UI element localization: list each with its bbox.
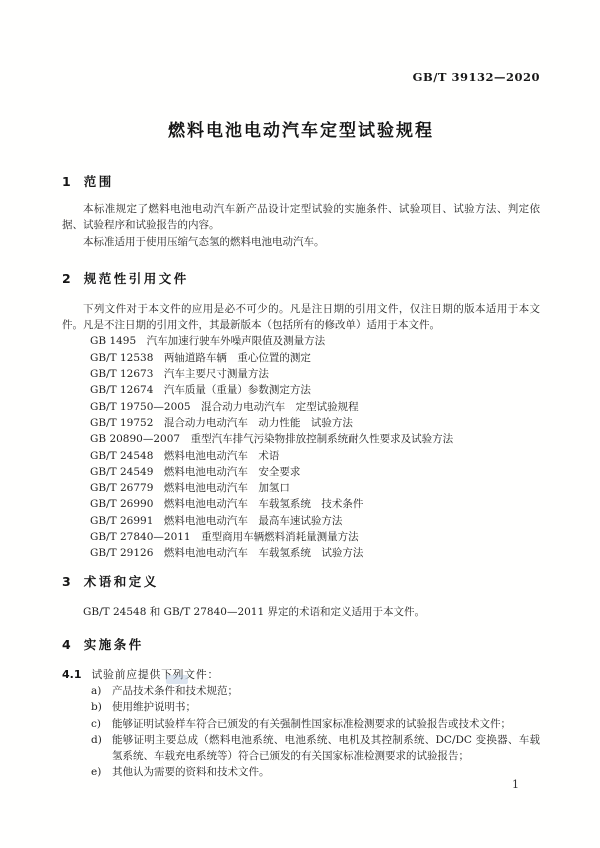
item-text: 其他认为需要的资料和技术文件。 [112,766,270,779]
section-3-heading [62,575,540,589]
list-item [62,732,540,765]
reference-item: GB/T 24548 燃料电池电动汽车 术语 [90,449,280,462]
section-2-heading [62,272,540,286]
reference-item: GB/T 26991 燃料电池电动汽车 最高车速试验方法 [90,514,343,527]
reference-item: GB/T 26990 燃料电池电动汽车 车载氢系统 技术条件 [90,498,364,511]
scope-paragraph-1: 本标准规定了燃料电池电动汽车新产品设计定型试验的实施条件、试验项目、试验方法、判定依据、试验程序和试验报告的内容。 [62,203,540,232]
clause-4-1-text: 试验前应提供下列文件： [91,667,220,681]
section-4-title: 实施条件 [83,636,144,652]
clause-4-1 [62,667,540,682]
reference-item: GB 20890—2007 重型汽车排气污染物排放控制系统耐久性要求及试验方法 [90,433,454,446]
page-number: 1 [512,778,519,791]
section-2-title: 规范性引用文件 [83,270,189,286]
item-text: 使用维护说明书； [112,701,196,714]
list-item [62,716,540,732]
reference-item: GB/T 26779 燃料电池电动汽车 加氢口 [90,482,290,495]
section-1-title: 范围 [83,174,114,189]
item-label: c) [91,717,101,730]
clause-4-1-number: 4.1 [62,667,82,681]
list-item [62,683,540,699]
list-item [62,699,540,715]
section-1-number: 1 [62,174,71,189]
requirement-list [62,683,540,781]
item-text: 能够证明主要总成（燃料电池系统、电池系统、电机及其控制系统、DC/DC 变换器、车载氢系统、车载充电系统等）符合已颁发的有关国家标准检测要求的试验报告； [112,733,540,763]
section-4-number: 4 [62,636,71,652]
reference-item: GB/T 19750—2005 混合动力电动汽车 定型试验规程 [90,400,359,413]
reference-item: GB/T 19752 混合动力电动汽车 动力性能 试验方法 [90,416,353,429]
scope-paragraph-2: 本标准适用于使用压缩气态氢的燃料电池电动汽车。 [83,235,325,248]
reference-item: GB 1495 汽车加速行驶车外噪声限值及测量方法 [90,335,326,348]
section-1-heading [62,175,540,189]
item-label: d) [91,733,102,746]
reference-item: GB/T 29126 燃料电池电动汽车 车载氢系统 试验方法 [90,547,364,560]
references-list [62,333,540,561]
reference-item: GB/T 24549 燃料电池电动汽车 安全要求 [90,465,301,478]
item-label: e) [91,766,102,779]
reference-item: GB/T 27840—2011 重型商用车辆燃料消耗量测量方法 [90,531,359,544]
section-3-number: 3 [62,573,71,589]
reference-item: GB/T 12674 汽车质量（重量）参数测定方法 [90,384,311,397]
item-label: a) [91,684,102,697]
list-item [62,764,540,780]
item-text: 产品技术条件和技术规范； [112,684,238,697]
references-intro-paragraph: 下列文件对于本文件的应用是必不可少的。凡是注日期的引用文件，仅注日期的版本适用于本文件。凡是不注日期的引用文件，其最新版本（包括所有的修改单）适用于本文件。 [62,302,540,332]
reference-item: GB/T 12538 两轴道路车辆 重心位置的测定 [90,351,311,364]
standard-code: GB/T 39132—2020 [412,70,540,84]
item-text: 能够证明试验样车符合已颁发的有关强制性国家标准检测要求的试验报告或技术文件； [112,717,511,730]
terms-paragraph: GB/T 24548 和 GB/T 27840—2011 界定的术语和定义适用于本文件。 [83,605,426,618]
reference-item: GB/T 12673 汽车主要尺寸测量方法 [90,368,269,381]
document-title: 燃料电池电动汽车定型试验规程 [168,121,434,141]
item-label: b) [91,701,102,714]
section-3-title: 术语和定义 [83,573,159,589]
section-2-number: 2 [62,270,71,286]
section-4-heading [62,638,540,652]
